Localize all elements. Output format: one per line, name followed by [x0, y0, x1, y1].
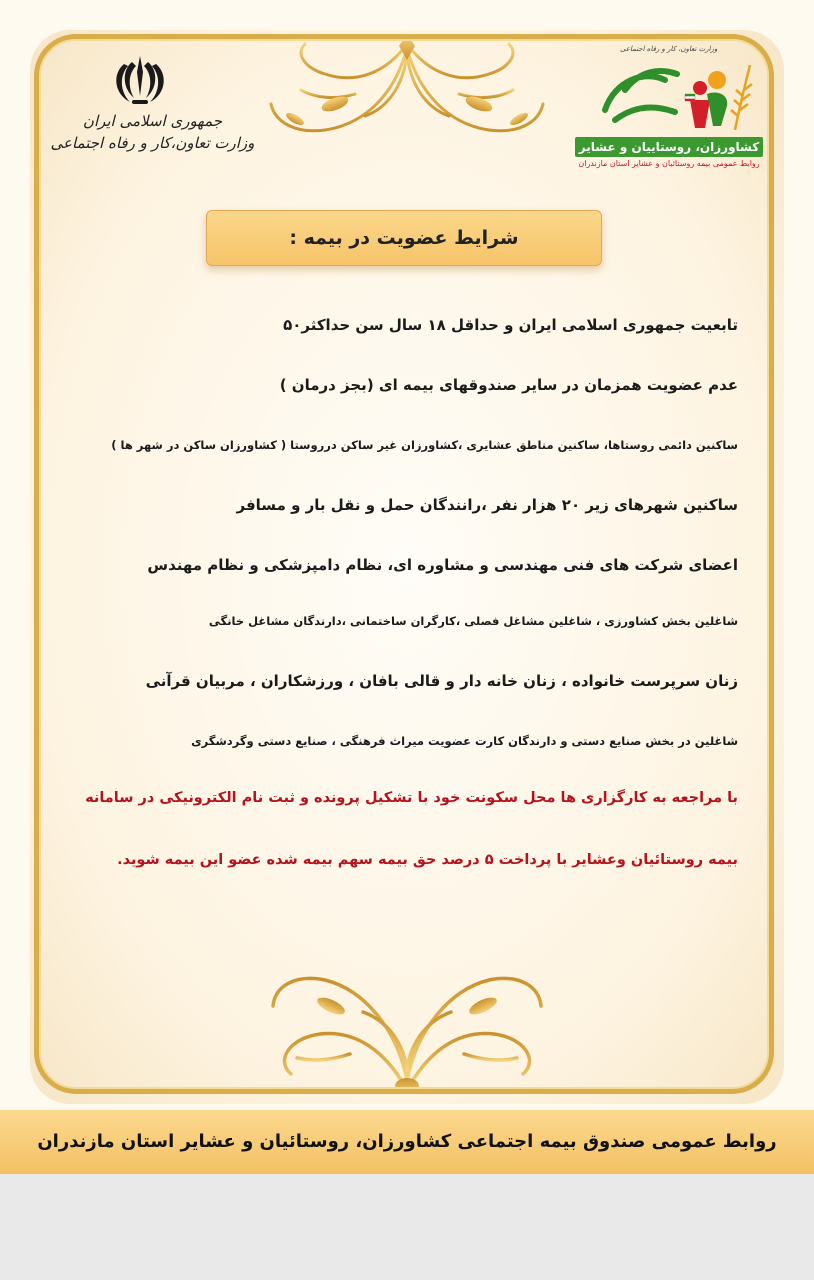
condition-item: ساکنین شهرهای زیر ۲۰ هزار نفر ،رانندگان حمل و نقل بار و مسافر	[236, 496, 738, 514]
page-title: شرایط عضویت در بیمه :	[206, 210, 602, 266]
government-text	[45, 110, 260, 154]
social-insurance-fund-logo	[585, 50, 755, 135]
condition-item: زنان سرپرست خانواده ، زنان خانه دار و قالی بافان ، ورزشکاران ، مربیان قرآنی	[145, 672, 738, 690]
footer-banner: روابط عمومی صندوق بیمه اجتماعی کشاورزان، روستائیان و عشایر استان مازندران	[0, 1110, 814, 1174]
fund-logo-subtitle: روابط عمومی بیمه روستائیان و عشایر استان مازندران	[578, 159, 760, 168]
notice-line-2: بیمه روستائیان وعشایر با پرداخت ۵ درصد حق بیمه سهم بیمه شده عضو این بیمه شوید.	[117, 852, 738, 868]
condition-item: شاغلین در بخش صنایع دستی و دارندگان کارت عضویت میراث فرهنگی ، صنایع دستی وگردشگری	[191, 734, 738, 748]
condition-item: اعضای شرکت های فنی مهندسی و مشاوره ای، نظام دامپزشکی و نظام مهندس	[147, 556, 738, 574]
fund-logo-name: کشاورزان، روستاییان و عشایر	[575, 137, 763, 157]
government-line-2: وزارت تعاون،کار و رفاه اجتماعی	[50, 134, 255, 152]
fund-logo	[575, 45, 775, 175]
condition-item: ساکنین دائمی روستاها، ساکنین مناطق عشایری ،کشاورزان غیر ساکن درروستا ( کشاورزان ساکن در شهر ها )	[111, 438, 738, 452]
iran-emblem-icon	[110, 52, 170, 108]
notice-line-1: با مراجعه به کارگزاری ها محل سکونت خود با تشکیل پرونده و ثبت نام الکترونیکی در سامانه	[85, 790, 738, 806]
condition-item: شاغلین بخش کشاورزی ، شاغلین مشاغل فصلی ،کارگران ساختمانی ،دارندگان مشاغل خانگی	[208, 614, 738, 628]
fund-logo-tagline: وزارت تعاون، کار و رفاه اجتماعی	[620, 45, 718, 53]
condition-item: عدم عضویت همزمان در سایر صندوقهای بیمه ای (بجز درمان )	[279, 376, 738, 394]
condition-item: تابعیت جمهوری اسلامی ایران و حداقل ۱۸ سال سن حداکثر۵۰	[283, 316, 738, 334]
government-line-1: جمهوری اسلامی ایران	[82, 112, 223, 130]
